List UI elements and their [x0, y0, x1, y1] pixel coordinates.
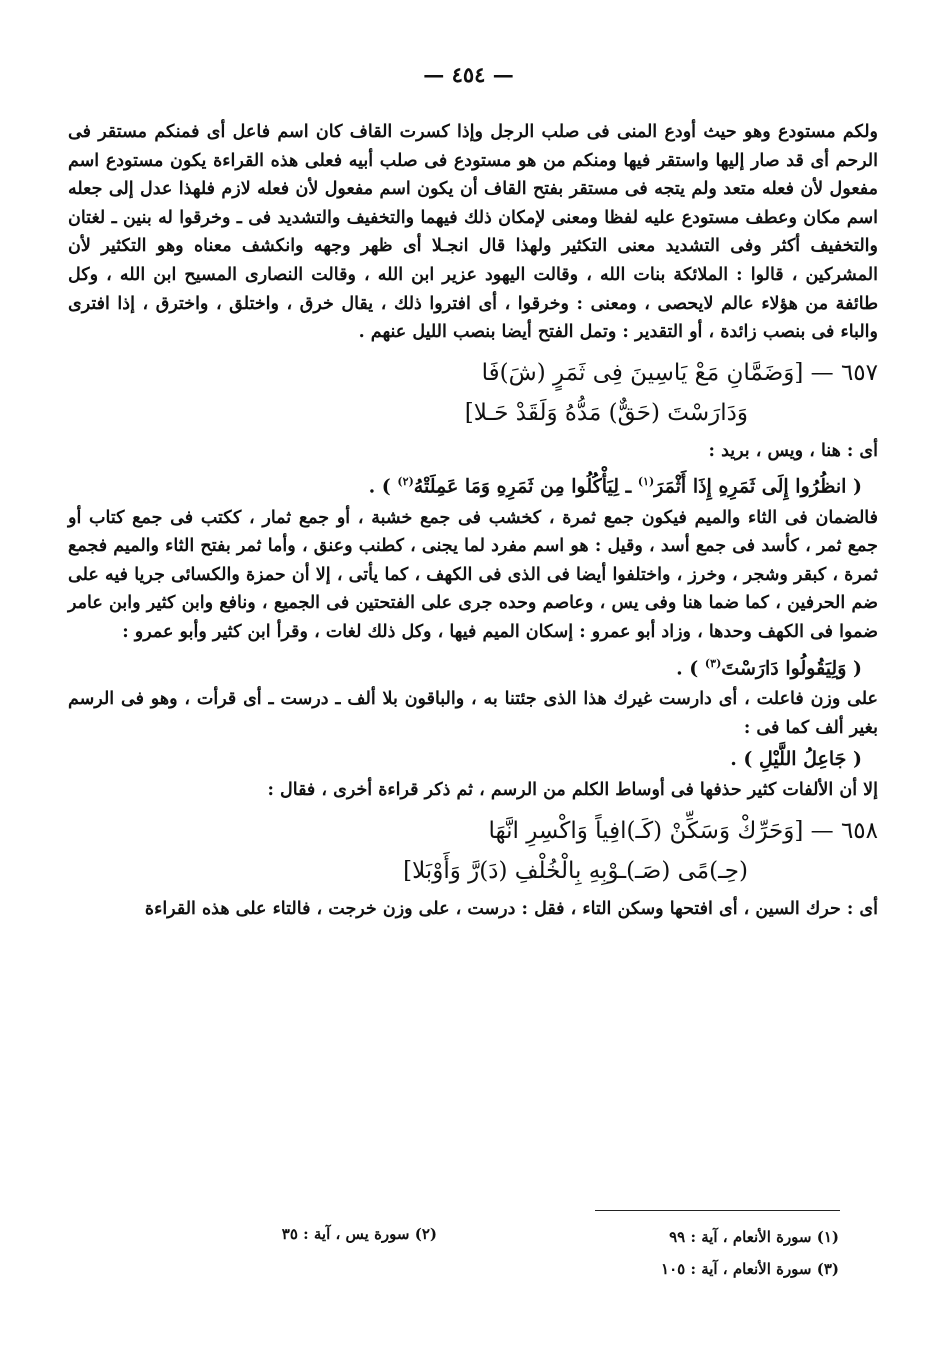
quran-quote-2: [68, 647, 878, 685]
quran-quote-1-part-b: ـ لِيَأْكُلُوا مِن ثَمَرِهِ وَمَا عَمِلَتْهُ: [413, 475, 632, 498]
footnote-mark-3: (٣): [704, 656, 722, 670]
verse-658-line-2: (حِـ)مًى (صَـ)ـوْبِهِ بِالْخُلْفِ (دَ)رَّ وَأَوْبَلا]: [403, 857, 748, 884]
verse-658: [68, 811, 878, 891]
paragraph-darasta: على وزن فاعلت ، أى دارست غيرك هذا الذى جئتنا به ، والباقون بلا ألف ـ درست ـ أى قرأت ، وهو فى الرسم بغير ألف كما فى :: [68, 688, 878, 738]
footnote-mark-2: (٢): [397, 475, 414, 489]
quran-quote-1: [68, 465, 878, 503]
footnote-1: (١) سورة الأنعام ، آية : ٩٩: [669, 1228, 839, 1246]
quran-quote-3: ( جَاعِلُ اللَّيْلِ ) .: [730, 748, 862, 771]
quran-quote-1-close: ) .: [368, 475, 391, 498]
paragraph-plural-forms: فالضمان فى الثاء والميم فيكون جمع ثمرة ، كخشب فى جمع خشبة ، أو جمع ثمار ، ككتب فى جمع كتاب أو جمع ثمر ، كأسد فى جمع أسد ، وقيل : هو اسم مفرد لما يجنى ، كطنب وعنق ، وأما ثمر بفتح الثاء والميم فجمع ثمرة ، كبقر وشجر ، وخرز ، واختلفوا أيضا فى الذى فى الكهف ، كما يأتى ، إلا أن حمزة والكسائى جريا فيه على ضم الحرفين ، كما ضما هنا وفى يس ، وعاصم وحده جرى على الفتحتين فى الجميع ، ونافع وابن كثير وابن عامر ضموا فى الكهف وحدها ، وزاد أبو عمرو : إسكان الميم فيها ، وكل ذلك لغات ، وقرأ ابن كثير وأبو عمرو :: [68, 507, 878, 643]
verse-657: [68, 353, 878, 433]
footnote-2: (٢) سورة يس ، آية : ٣٥: [281, 1225, 437, 1243]
quran-quote-2-close: ) .: [676, 656, 699, 679]
verse-657-line-2: وَدَارَسْتَ (حَقٌّ) مَدُّهُ وَلَقَدْ حَـلا]: [464, 399, 748, 426]
verse-657-line-1: ٦٥٧ — [وَضَمَّانِ مَعْ يَاسِينَ فِى ثَمَرٍ (شَ)فَا: [481, 359, 878, 386]
footnote-rule: [595, 1210, 840, 1211]
footnote-mark-1: (١): [637, 475, 655, 489]
gloss-657: أى : هنا ، ويس ، بريد :: [708, 440, 878, 461]
page-number: — ٤٥٤ —: [423, 62, 514, 87]
quran-quote-1-part-a: ( انظُرُوا إِلَى ثَمَرِهِ إِذَا أَثْمَرَ: [654, 475, 862, 498]
paragraph-last: أى : حرك السين ، أى افتحها وسكن التاء ، فقل : درست ، على وزن خرجت ، فالتاء على هذه القراءة: [144, 898, 878, 919]
quran-quote-2-text: ( وَلِيَقُولُوا دَارَسْتَ: [721, 656, 862, 679]
paragraph-alif-deletion: إلا أن الألفات كثير حذفها فى أوساط الكلم من الرسم ، ثم ذكر قراءة أخرى ، فقال :: [267, 780, 878, 801]
verse-658-line-1: ٦٥٨ — [وَحَرِّكْ وَسَكِّنْ (كَـ)افِياً وَاكْسِرِ انَّهَا: [488, 817, 878, 844]
footnote-3: (٣) سورة الأنعام ، آية : ١٠٥: [661, 1260, 839, 1278]
page-body: [68, 118, 878, 923]
paragraph-intro: ولكم مستودع وهو حيث أودع المنى فى صلب الرجل وإذا كسرت القاف كان اسم فاعل أى فمنكم مستقر فى الرحم أى قد صار إليها واستقر فيها ومنكم من هو مستودع فى صلب أبيه فعلى هذه القراءة يكون مستودع اسم مفعول لأن فعله متعد ولم يتجه فى مستقر بفتح القاف أن يكون اسم مفعول لأن فعله لازم فلهذا عدل إلى جعله اسم مكان وعطف مستودع عليه لفظا ومعنى لإمكان ذلك فيهما والتخفيف والتشديد فى ـ وخرقوا له بنين ـ لغتان والتخفيف أكثر وفى التشديد معنى التكثير ولهذا قال انجـلا أى ظهر وجهه وانكشف معناه وهو التكثير لأن المشركين ، قالوا : الملائكة بنات الله ، وقالت اليهود عزير ابن الله ، وقالت النصارى المسيح ابن الله ، وكل طائفة من هؤلاء عالم لايحصى ، ومعنى : وخرقوا ، أى افتروا ذلك ، يقال خرق ، واختلق ، واخترق ، إذا افترى والباء فى بنصب زائدة ، أو التقدير : وتمل الفتح أيضا بنصب الليل عنهم .: [68, 122, 878, 343]
